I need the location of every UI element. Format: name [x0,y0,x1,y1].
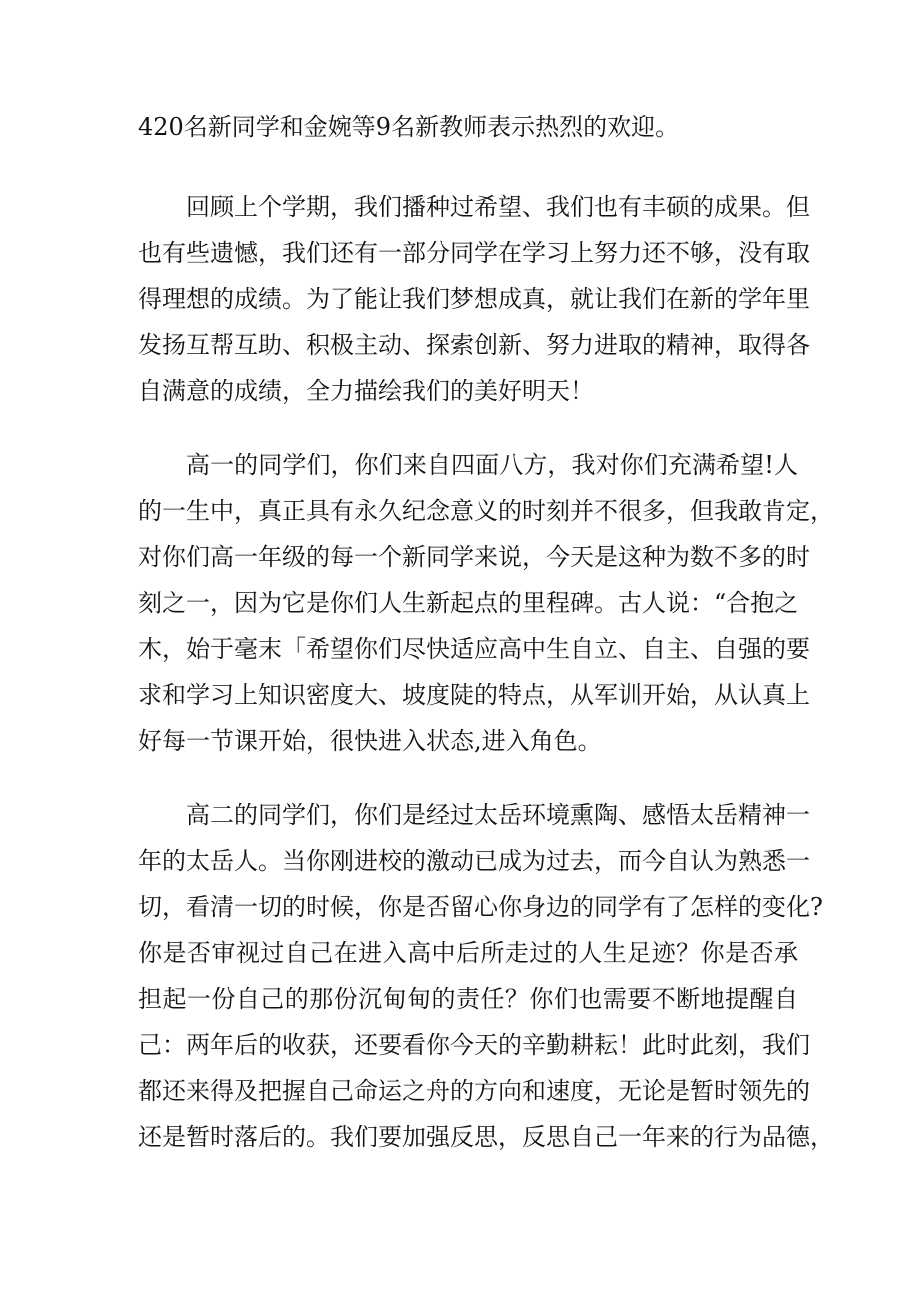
paragraph-3-line-2: 的一生中，真正具有永久纪念意义的时刻并不很多，但我敢肯定， [138,497,834,525]
paragraph-4-line-7: 都还来得及把握自己命运之舟的方向和速度，无论是暂时领先的 [138,1077,810,1105]
paragraph-2-line-4: 发扬互帮互助、积极主动、探索创新、努力进取的精神，取得各 [138,331,810,359]
paragraph-3-line-5: 木，始于毫末「希望你们尽快适应高中生自立、自主、自强的要 [138,635,810,663]
paragraph-1-line-1: 420名新同学和金婉等9名新教师表示热烈的欢迎。 [138,113,680,141]
paragraph-2-line-2: 也有些遗憾，我们还有一部分同学在学习上努力还不够，没有取 [138,239,810,267]
paragraph-4-line-3: 切，看清一切的时候，你是否留心你身边的同学有了怎样的变化? [138,893,823,921]
paragraph-3-line-4: 刻之一，因为它是你们人生新起点的里程碑。古人说：“合抱之 [138,589,799,617]
paragraph-2-line-1: 回顾上个学期，我们播种过希望、我们也有丰硕的成果。但 [186,193,810,221]
paragraph-3-line-3: 对你们高一年级的每一个新同学来说，今天是这种为数不多的时 [138,543,810,571]
paragraph-4-line-5: 担起一份自己的那份沉甸甸的责任？你们也需要不断地提醒自 [138,985,798,1013]
paragraph-2-line-5: 自满意的成绩，全力描绘我们的美好明天！ [138,377,594,405]
paragraph-4-line-6: 己：两年后的收获，还要看你今天的辛勤耕耘！此时此刻，我们 [138,1031,810,1059]
paragraph-3-line-7: 好每一节课开始，很快进入状态,进入角色。 [138,727,602,755]
paragraph-2-line-3: 得理想的成绩。为了能让我们梦想成真，就让我们在新的学年里 [138,285,810,313]
paragraph-4-line-2: 年的太岳人。当你刚进校的激动已成为过去，而今自认为熟悉一 [138,847,810,875]
paragraph-4-line-8: 还是暂时落后的。我们要加强反思，反思自己一年来的行为品德， [138,1123,834,1151]
paragraph-4-line-1: 高二的同学们，你们是经过太岳环境熏陶、感悟太岳精神一 [186,801,810,829]
paragraph-3-line-6: 求和学习上知识密度大、坡度陡的特点，从军训开始，从认真上 [138,681,810,709]
paragraph-3-line-1: 高一的同学们，你们来自四面八方，我对你们充满希望!人 [186,451,798,479]
paragraph-4-line-4: 你是否审视过自己在进入高中后所走过的人生足迹？你是否承 [138,939,798,967]
